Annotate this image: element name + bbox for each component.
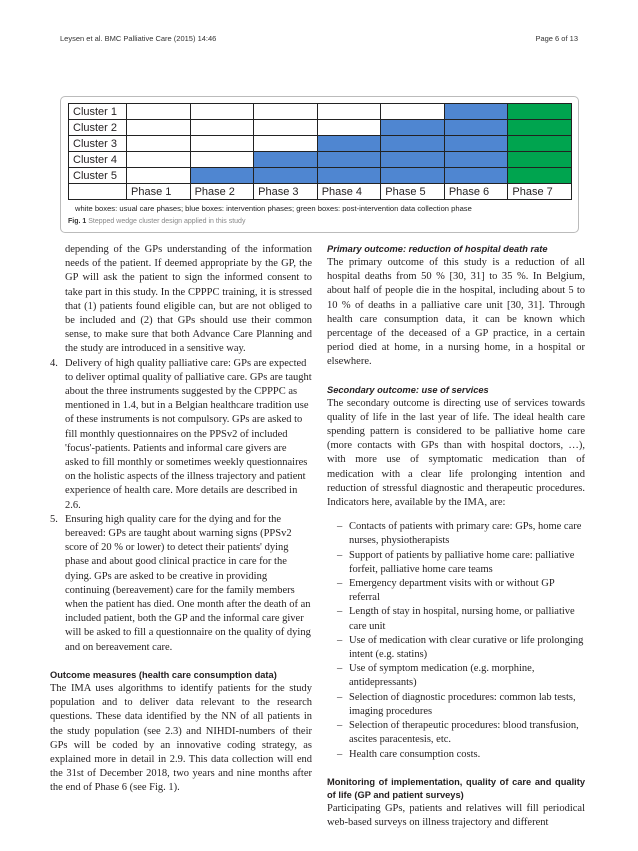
cluster-row [69, 104, 572, 120]
cell-green [508, 104, 572, 120]
cluster-row [69, 136, 572, 152]
dash-bullet: – [337, 606, 343, 618]
bullet-text: Use of medication with clear curative or life prolonging intent (e.g. statins) [349, 634, 584, 661]
cluster-label: Cluster 2 [69, 120, 127, 136]
cell-white [127, 104, 191, 120]
cell-white [381, 104, 445, 120]
dash-bullet: – [337, 691, 343, 703]
cell-white [127, 136, 191, 152]
paragraph: The primary outcome of this study is a reduction of all hospital deaths from 50 % [30, 31] to 35 %. In Belgium, about half of people die in the hospital, including about 5 to 10 % of deaths in a palliative care unit [30, 31]. Through health care consumption data, it can be known which percentage of the deceased of a GP practice, in a certain period died at home, in a nursing home, in a hospital or elsewhere. [327, 257, 585, 368]
list-item [50, 513, 312, 655]
section-heading: Monitoring of implementation, quality of care and quality of life (GP and patient surveys) [327, 776, 585, 800]
page-header [60, 34, 578, 44]
section-heading: Primary outcome: reduction of hospital death rate [327, 244, 548, 254]
cell-blue [444, 104, 508, 120]
cell-blue [444, 168, 508, 184]
caption-label: Fig. 1 [68, 218, 87, 225]
cluster-row [69, 120, 572, 136]
cluster-label: Cluster 5 [69, 168, 127, 184]
cell-white [127, 120, 191, 136]
cluster-row [69, 168, 572, 184]
figure-1 [60, 96, 579, 233]
figure-caption [68, 217, 571, 227]
cell-blue [444, 136, 508, 152]
phase-label: Phase 6 [444, 184, 508, 200]
bullet-list [337, 520, 585, 761]
body-columns [50, 243, 585, 830]
cell-white [317, 104, 381, 120]
numbered-list [50, 357, 312, 655]
cell-white [254, 104, 318, 120]
cell-green [508, 136, 572, 152]
cell-white [190, 152, 254, 168]
bullet-text: Support of patients by palliative home care: palliative forfeit, palliative home care teams [349, 549, 575, 575]
section-heading: Secondary outcome: use of services [327, 384, 489, 395]
cluster-label: Cluster 1 [69, 104, 127, 120]
dash-bullet: – [337, 634, 343, 646]
bullet-text: Length of stay in hospital, nursing home, or palliative care unit [349, 606, 575, 632]
bullet-text: Contacts of patients with primary care: GPs, home care nurses, physiotherapists [349, 521, 582, 547]
bullet-item [337, 549, 585, 577]
cell-white [254, 120, 318, 136]
phase-label: Phase 7 [508, 184, 572, 200]
stepped-wedge-table [68, 103, 572, 200]
figure-legend: white boxes: usual care phases; blue boxes: intervention phases; green boxes: post-intervention data collection phase [75, 204, 472, 213]
cell-white [127, 152, 191, 168]
cell-blue [444, 152, 508, 168]
cell-blue [317, 152, 381, 168]
caption-text: Stepped wedge cluster design applied in this study [88, 218, 246, 225]
bullet-text: Emergency department visits with or without GP referral [349, 578, 555, 604]
dash-bullet: – [337, 521, 343, 533]
empty-cell [69, 184, 127, 200]
cell-green [508, 120, 572, 136]
dash-bullet: – [337, 578, 343, 590]
list-item [50, 357, 312, 513]
bullet-item [337, 520, 585, 548]
item-text: Ensuring high quality care for the dying and for the bereaved: GPs are taught about warning signs (PPSv2 score of 20 % or lower) to detect their patients' dying phase and about good clinical practice in care for the dying. GPs are asked to be creative in providing continuing (bereavement) care for the family members when the patient has died. One month after the death of an included patient, both the GP and the informal care giver will be asked to fill a questionnaire on the quality of dying and on bereavement care. [65, 513, 311, 653]
cell-white [317, 120, 381, 136]
cell-blue [381, 152, 445, 168]
cell-blue [317, 168, 381, 184]
cell-blue [444, 120, 508, 136]
bullet-item [337, 577, 585, 605]
paragraph: The secondary outcome is directing use of services towards quality of life in the last year of life. The ideal health care spending pattern is considered to be palliative home care (more contacts with GPs than with hospital doctors, …), with more use of symptomatic medication than of medication with a clear life prolonging intention and reduction of stressful diagnostic and therapeutic procedures. Indicators here, available by the IMA, are: [327, 397, 585, 509]
item-number: 5. [50, 513, 58, 525]
page-number: Page 6 of 13 [535, 34, 578, 43]
bullet-item [337, 662, 585, 690]
cell-blue [381, 120, 445, 136]
bullet-text: Selection of diagnostic procedures: common lab tests, imaging procedures [349, 691, 576, 717]
dash-bullet: – [337, 663, 343, 675]
cell-green [508, 152, 572, 168]
bullet-item [337, 719, 585, 747]
dash-bullet: – [337, 720, 343, 732]
cell-blue [317, 136, 381, 152]
phase-label: Phase 3 [254, 184, 318, 200]
cell-white [190, 136, 254, 152]
section-heading: Outcome measures (health care consumption data) [50, 669, 277, 680]
cell-white [190, 120, 254, 136]
cell-green [508, 168, 572, 184]
phase-label: Phase 5 [381, 184, 445, 200]
cell-blue [381, 168, 445, 184]
bullet-text: Selection of therapeutic procedures: blood transfusion, ascites paracentesis, etc. [349, 720, 579, 746]
cell-white [190, 104, 254, 120]
cell-blue [254, 168, 318, 184]
cell-blue [190, 168, 254, 184]
bullet-text: Health care consumption costs. [349, 748, 481, 760]
running-header: Leysen et al. BMC Palliative Care (2015) 14:46 [60, 34, 217, 43]
right-column [327, 243, 585, 830]
bullet-item [337, 748, 585, 762]
cluster-row [69, 152, 572, 168]
left-column [50, 243, 312, 830]
bullet-text: Use of symptom medication (e.g. morphine, antidepressants) [349, 663, 535, 689]
bullet-item [337, 634, 585, 662]
item-number: 4. [50, 357, 58, 369]
bullet-item [337, 605, 585, 633]
phase-label: Phase 4 [317, 184, 381, 200]
paragraph: The IMA uses algorithms to identify patients for the study population and to deliver data relevant to the research questions. These data identified by the NN of all patients in the study population (see 2.3) and NIHDI-numbers of their GPs will be coded by an innovative coding strategy, as explained more in detail in 2.9. This data collection will end the 31st of December 2018, two years and nine months after the end of Phase 6 (see Fig. 1). [50, 682, 312, 794]
cell-white [254, 136, 318, 152]
paragraph: depending of the GPs understanding of the information needs of the patient. If deemed appropriate by the GP, the GP will ask the patient to sign the informed consent to take part in this study. In the CPPPC training, it is stressed that (1) patients found eligible can, but are not obliged to be included and (2) that GPs should use their common sense, to make sure that both Advance Care Planning and the study are introduced in a sensitive way. [65, 244, 312, 355]
cell-blue [381, 136, 445, 152]
cluster-label: Cluster 3 [69, 136, 127, 152]
bullet-item [337, 691, 585, 719]
cell-blue [254, 152, 318, 168]
cell-white [127, 168, 191, 184]
cluster-label: Cluster 4 [69, 152, 127, 168]
item-text: Delivery of high quality palliative care: GPs are expected to deliver optimal quality of palliative care. GPs are taught about the three instruments suggested by the CPPPC as mentioned in 1.4, but in a Belgian healthcare tradition use of these instruments is not compulsory. GPs are asked to fill monthly questionnaires on the PPSv2 of included 'focus'-patients. Patients and informal care givers are asked to fill monthly or sometimes weekly questionnaires on the holistic aspects of the illness trajectory and patient experience of health care. More details are described in 2.6. [65, 357, 312, 511]
phase-label: Phase 1 [127, 184, 191, 200]
paragraph: Participating GPs, patients and relatives will fill periodical web-based surveys on illness trajectory and different [327, 802, 585, 828]
phase-label: Phase 2 [190, 184, 254, 200]
phase-row [69, 184, 572, 200]
dash-bullet: – [337, 748, 343, 760]
dash-bullet: – [337, 549, 343, 561]
